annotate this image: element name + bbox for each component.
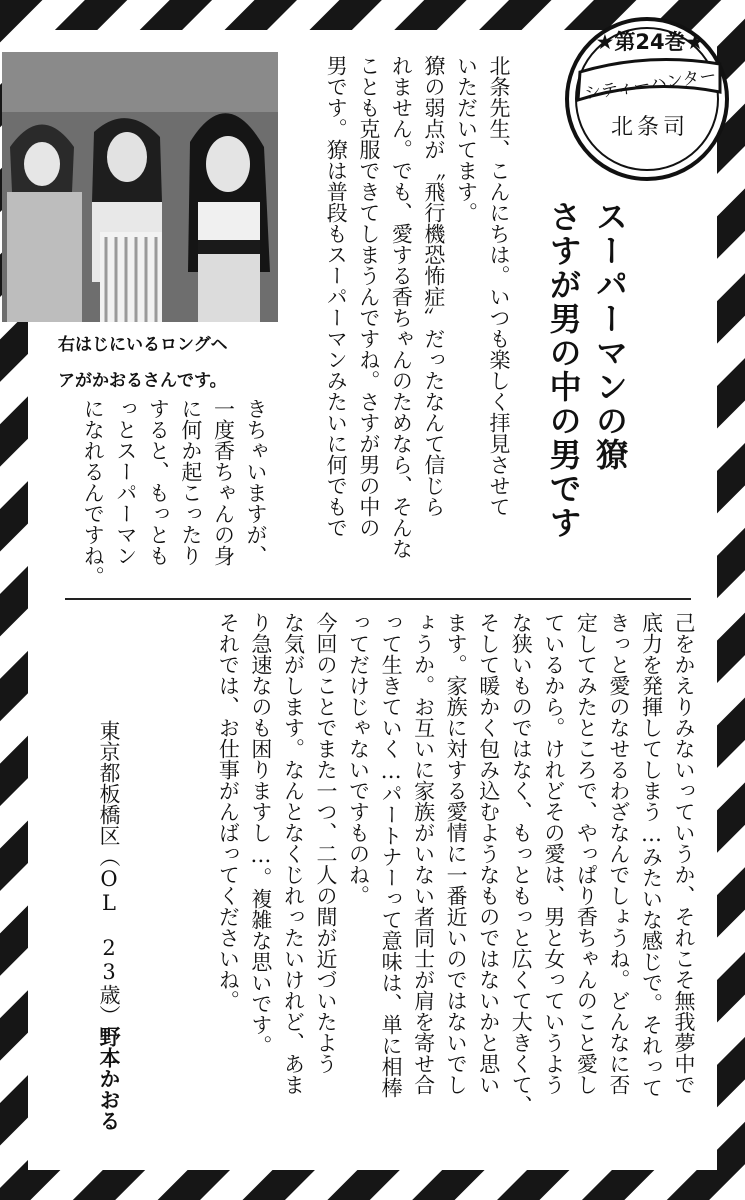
- stamp-author: 北条司: [610, 115, 689, 140]
- body-line: ているから。けれどその愛は、男と女っていうよう: [541, 612, 566, 1095]
- signature-name: 野本かおる: [97, 1026, 121, 1131]
- body-line: 北条先生、こんにちは。いつも楽しく拝見させて: [487, 55, 511, 517]
- body-line: って生きていく…パートナーって意味は、単に相棒: [379, 612, 404, 1098]
- title-line: スーパーマンの獠: [591, 200, 629, 472]
- body-line: それでは、お仕事がんばってくださいね。: [216, 612, 241, 1011]
- body-line: 今回のことでまた一つ、二人の間が近づいたよう: [313, 612, 338, 1074]
- body-line: り急速なのも困りますし…。複雑な思いです。: [248, 612, 273, 1056]
- body-line: っとスーパーマン: [113, 398, 138, 566]
- body-line: きっと愛のなせるわざなんでしょうね。どんなに否: [606, 612, 631, 1095]
- body-line: な狭いものではなく、もっともっと広くて大きくて、: [509, 612, 534, 1116]
- body-line: 獠の弱点が〝飛行機恐怖症〟だったなんて信じら: [421, 55, 446, 517]
- body-line: すると、もっとも: [146, 398, 171, 566]
- body-line: ことも克服できてしまうんですね。さすが男の中の: [356, 55, 381, 538]
- body-line: 男です。獠は普段もスーパーマンみたいに何でもで: [324, 55, 349, 538]
- divider: [65, 598, 691, 600]
- body-line: 底力を発揮してしまう…みたいな感じで。それって: [639, 612, 664, 1098]
- body-line: いただいてます。: [454, 55, 479, 223]
- letter-body-small: [77, 398, 272, 598]
- body-line: になれるんですね。: [81, 398, 106, 587]
- letter-signature: [92, 720, 125, 1140]
- caption-line: 右はじにいるロングヘ: [58, 335, 228, 355]
- body-line: ょうか。お互いに家族がいない者同士が肩を寄せ合: [411, 612, 436, 1095]
- body-line: ってだけじゃないですものね。: [346, 612, 371, 906]
- body-line: な気がします。なんとなくじれったいけれど、あま: [281, 612, 306, 1095]
- body-line: ます。家族に対する愛情に一番近いのではないでし: [444, 612, 469, 1095]
- title-line: さすが男の中の男です: [544, 200, 583, 540]
- signature-address: 東京都板橋区（OL 23歳）: [97, 720, 121, 1026]
- article-title: [540, 200, 633, 540]
- body-line: 一度香ちゃんの身: [211, 398, 236, 566]
- caption-line: アがかおるさんです。: [58, 370, 227, 391]
- letter-body-upper: [320, 55, 515, 595]
- body-line: そして暖かく包み込むようなものではないかと思い: [476, 612, 501, 1095]
- body-line: 定してみたところで、やっぱり香ちゃんのこと愛し: [574, 612, 599, 1095]
- letter-body-lower: [212, 612, 700, 1122]
- reader-photo: [2, 52, 278, 322]
- body-line: に何か起こったり: [178, 398, 203, 566]
- body-line: 己をかえりみないっていうか、それこそ無我夢中で: [672, 612, 696, 1095]
- body-line: きちゃいますが、: [244, 398, 268, 566]
- stamp-series-title: シティーハンター: [583, 65, 718, 105]
- photo-caption: [58, 328, 288, 399]
- stamp-volume: ★第24巻★: [595, 30, 705, 54]
- body-line: れません。でも、愛する香ちゃんのためなら、そんな: [389, 55, 414, 559]
